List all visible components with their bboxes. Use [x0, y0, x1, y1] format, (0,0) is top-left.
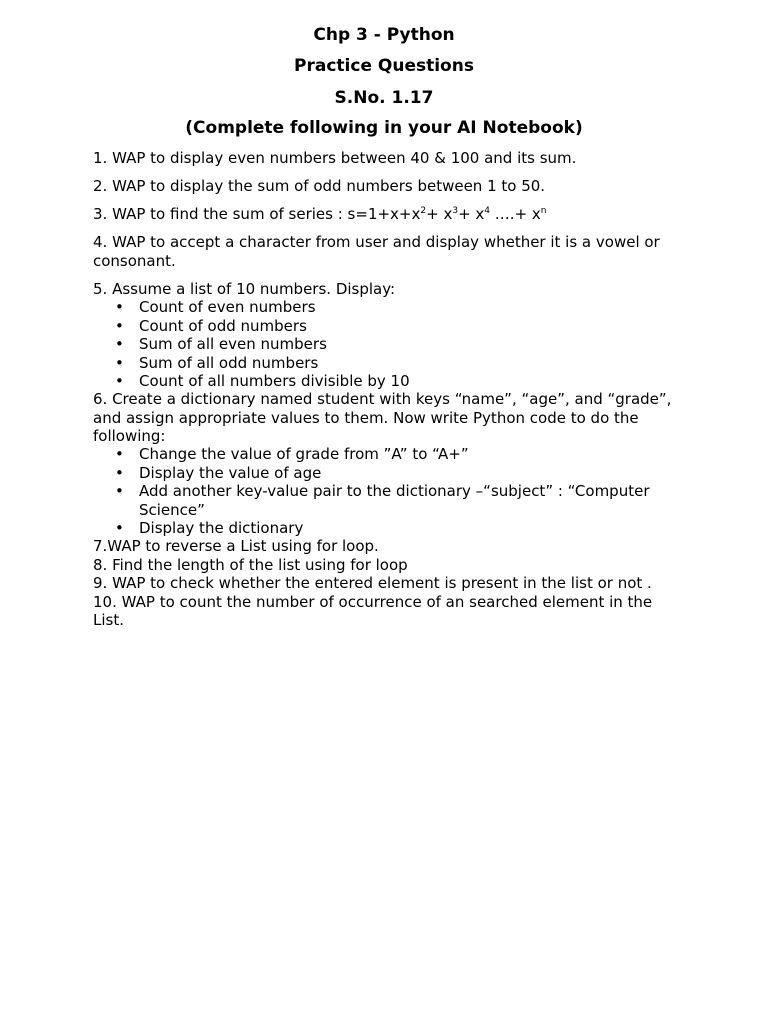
question-2: 2. WAP to display the sum of odd numbers between 1 to 50.: [93, 177, 546, 195]
bullet-glyph: •: [115, 519, 124, 537]
bullet-glyph: •: [115, 335, 124, 353]
list-item: • Sum of all even numbers: [115, 335, 327, 353]
bullet-glyph: •: [115, 316, 124, 335]
question-10: 10. WAP to count the number of occurrence of an searched element in the List.: [93, 592, 653, 629]
question-1: 1. WAP to display even numbers between 40 & 100 and its sum.: [93, 149, 577, 167]
question-6: 6. Create a dictionary named student with keys “name”, “age”, and “grade”, and assign appropriate values to them. Now write Python code to do the following:: [93, 390, 672, 445]
bullet-glyph: •: [115, 353, 124, 372]
question-5: 5. Assume a list of 10 numbers. Display:: [93, 280, 396, 298]
list-item: • Add another key-value pair to the dictionary –“subject” : “Computer Science”: [115, 482, 650, 519]
q3-mid-2: + x: [458, 205, 485, 223]
list-item: • Display the value of age: [115, 463, 322, 482]
q3-sup-4: n: [540, 206, 547, 216]
question-6-bullet-list: [93, 445, 683, 538]
list-item: • Count of even numbers: [115, 298, 316, 316]
serial-number: S.No. 1.17: [334, 88, 434, 108]
q3-sup-2: 3: [452, 206, 459, 216]
question-8: 8. Find the length of the list using for loop: [93, 555, 408, 574]
document-title: Chp 3 - Python: [313, 25, 455, 45]
q3-mid-1: + x: [426, 205, 453, 223]
q3-prefix: 3. WAP to find the sum of series : s=1+x+x: [93, 205, 421, 223]
bullet-glyph: •: [115, 463, 124, 482]
instruction-heading: (Complete following in your AI Notebook): [185, 118, 583, 138]
bullet-glyph: •: [115, 445, 124, 463]
question-9: 9. WAP to check whether the entered element is present in the list or not .: [93, 574, 652, 592]
list-item: • Display the dictionary: [115, 519, 304, 537]
question-3: [93, 205, 683, 224]
list-item: • Count of odd numbers: [115, 316, 307, 335]
bullet-glyph: •: [115, 482, 124, 500]
question-7: 7.WAP to reverse a List using for loop.: [93, 537, 379, 555]
list-item: • Count of all numbers divisible by 10: [115, 372, 410, 390]
question-4: 4. WAP to accept a character from user and display whether it is a vowel or consonant.: [93, 233, 660, 270]
q3-sup-1: 2: [420, 206, 427, 216]
list-item: • Change the value of grade from ”A” to “A+”: [115, 445, 469, 463]
bullet-glyph: •: [115, 298, 124, 316]
q3-mid-3: ….+ x: [490, 205, 541, 223]
document-subtitle: Practice Questions: [294, 56, 474, 76]
bullet-glyph: •: [115, 372, 124, 390]
q3-sup-3: 4: [484, 206, 491, 216]
question-5-bullet-list: [93, 298, 683, 391]
list-item: • Sum of all odd numbers: [115, 353, 319, 372]
